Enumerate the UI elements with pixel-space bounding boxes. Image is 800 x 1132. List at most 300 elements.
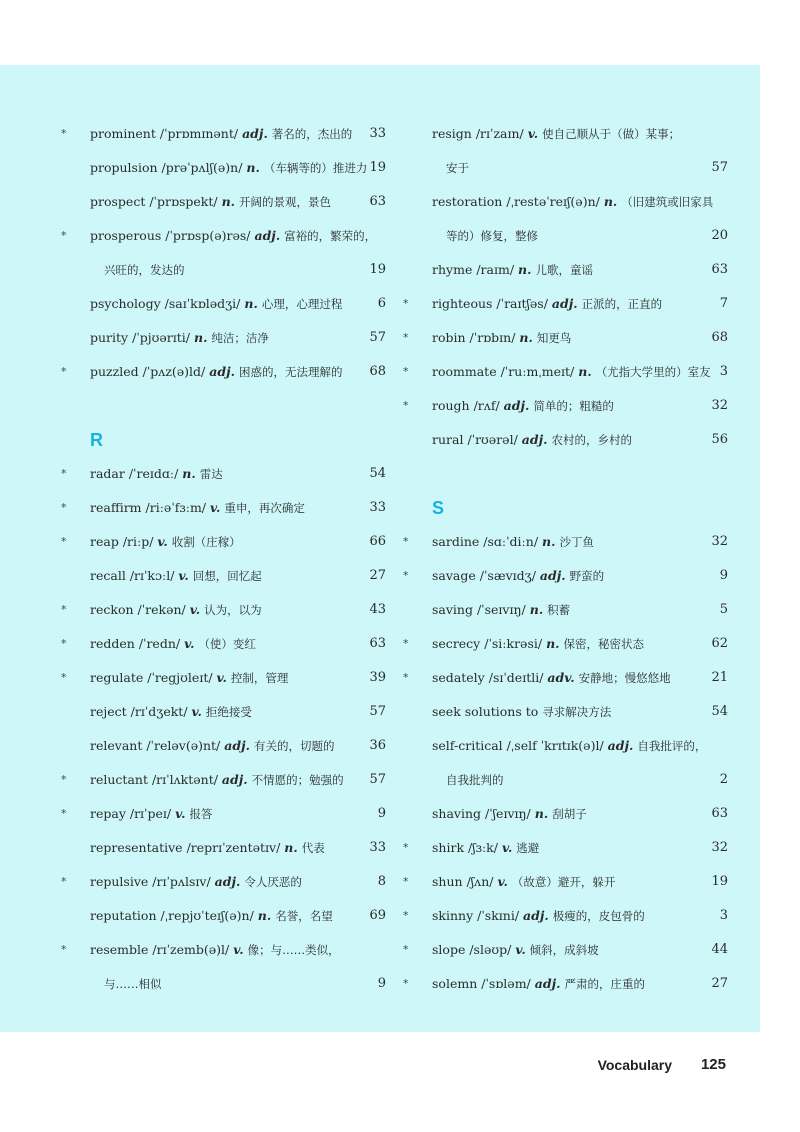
chinese-meaning: 雷达 (199, 467, 223, 481)
pronunciation: /ˈregjʊleɪt/ (147, 670, 213, 685)
vocab-entry (61, 491, 386, 525)
entry-text (432, 262, 593, 277)
chinese-meaning: 等的）修复，整修 (446, 229, 538, 243)
pronunciation: /ˈskɪni/ (477, 908, 520, 923)
pronunciation: /sɑːˈdiːn/ (483, 534, 539, 549)
headword: shun (432, 874, 463, 889)
page-ref: 57 (369, 772, 386, 787)
part-of-speech: v. (178, 568, 189, 583)
vocab-entry (403, 355, 728, 389)
part-of-speech: adj. (254, 228, 281, 243)
chinese-meaning: 简单的；粗糙的 (533, 399, 614, 413)
chinese-meaning: 像；与……类似， (247, 943, 340, 957)
entry-text (90, 908, 333, 923)
part-of-speech: v. (233, 942, 244, 957)
pronunciation: /ˌrepjʊˈteɪʃ(ə)n/ (160, 908, 254, 923)
chinese-meaning: 著名的，杰出的 (271, 127, 353, 141)
vocab-entry (416, 185, 728, 219)
vocab-entry (403, 933, 728, 967)
entry-text (446, 228, 538, 243)
headword: roommate (432, 364, 497, 379)
pronunciation: /rɪˈdʒekt/ (130, 704, 188, 719)
left-column (61, 117, 386, 1001)
spacer (416, 457, 728, 491)
pronunciation: /ˈʃeɪvɪŋ/ (485, 806, 531, 821)
entry-text (446, 160, 469, 175)
headword: righteous (432, 296, 493, 311)
entry-text (90, 670, 288, 685)
section-heading: R (90, 430, 103, 450)
page-ref: 6 (377, 296, 386, 311)
vocab-entry (403, 899, 728, 933)
entry-text (90, 466, 223, 481)
part-of-speech: n. (244, 296, 258, 311)
pronunciation: /ˈreɪdɑː/ (128, 466, 179, 481)
pronunciation: /rɪˈpʌlsɪv/ (152, 874, 211, 889)
pronunciation: /ˈsævɪdʒ/ (479, 568, 536, 583)
chinese-meaning: 拒绝接受 (205, 705, 252, 719)
page-ref: 32 (711, 534, 728, 549)
part-of-speech: n. (519, 330, 533, 345)
entry-text (90, 806, 212, 821)
page-ref: 66 (369, 534, 386, 549)
vocab-entry (403, 559, 728, 593)
part-of-speech: v. (515, 942, 526, 957)
pronunciation: /ˈraɪtʃəs/ (496, 296, 548, 311)
entry-text (432, 704, 611, 719)
headword: radar (90, 466, 125, 481)
star-icon: * (61, 773, 67, 786)
chinese-meaning: 安于 (446, 161, 469, 175)
chinese-meaning: 沙丁鱼 (559, 535, 594, 549)
chinese-meaning: 刮胡子 (552, 807, 587, 821)
vocab-entry (403, 321, 728, 355)
headword: repulsive (90, 874, 149, 889)
pronunciation: /rɪˈkɔːl/ (129, 568, 175, 583)
entry-text (90, 874, 302, 889)
part-of-speech: n. (221, 194, 236, 209)
vocab-entry (61, 933, 386, 967)
star-icon: * (403, 331, 409, 344)
pronunciation: /rɪˈlʌktənt/ (151, 772, 218, 787)
spacer (74, 389, 386, 423)
star-icon: * (403, 875, 409, 888)
vocab-entry (403, 525, 728, 559)
pronunciation: /ˈprɒsp(ə)rəs/ (165, 228, 251, 243)
chinese-meaning: 野蛮的 (569, 569, 605, 583)
vocab-entry (403, 661, 728, 695)
entry-text (90, 228, 376, 243)
part-of-speech: adj. (214, 874, 241, 889)
page-ref: 63 (711, 262, 728, 277)
part-of-speech: n. (578, 364, 592, 379)
vocab-entry (416, 695, 728, 729)
headword: reaffirm (90, 500, 142, 515)
page-ref: 2 (719, 772, 728, 787)
vocab-entry (61, 661, 386, 695)
pronunciation: /ˈpjʊərɪti/ (132, 330, 190, 345)
part-of-speech: v. (184, 636, 195, 651)
page-ref: 3 (719, 364, 728, 379)
page-ref: 19 (711, 874, 728, 889)
entry-text (90, 738, 334, 753)
part-of-speech: v. (497, 874, 508, 889)
page-ref: 36 (369, 738, 386, 753)
chinese-meaning: 使自己顺从于（做）某事； (542, 127, 681, 141)
headword: purity (90, 330, 129, 345)
pronunciation: /sɪˈdeɪtli/ (488, 670, 544, 685)
pronunciation: /sləʊp/ (469, 942, 512, 957)
headword: relevant (90, 738, 143, 753)
page-ref: 5 (719, 602, 728, 617)
pronunciation: /ˈrekən/ (137, 602, 186, 617)
star-icon: * (403, 841, 409, 854)
entry-text (90, 500, 305, 515)
chinese-meaning: 自我批判的 (446, 773, 504, 787)
vocab-entry (61, 525, 386, 559)
page-ref: 56 (711, 432, 728, 447)
page-ref: 9 (719, 568, 728, 583)
chinese-meaning: 与……相似 (104, 977, 162, 991)
page-ref: 27 (369, 568, 386, 583)
pronunciation: /riːp/ (122, 534, 154, 549)
vocab-entry (74, 831, 386, 865)
part-of-speech: adj. (221, 772, 248, 787)
entry-text (432, 432, 632, 447)
entry-text (432, 636, 644, 651)
chinese-meaning: 知更鸟 (536, 331, 572, 345)
star-icon: * (403, 671, 409, 684)
headword: prosperous (90, 228, 162, 243)
page-ref: 57 (711, 160, 728, 175)
page-ref: 21 (711, 670, 728, 685)
headword: shaving (432, 806, 482, 821)
page-ref: 20 (711, 228, 728, 243)
part-of-speech: n. (546, 636, 560, 651)
pronunciation: /ˈrɒbɪn/ (469, 330, 516, 345)
part-of-speech: n. (246, 160, 260, 175)
part-of-speech: adj. (224, 738, 250, 753)
entry-text (432, 534, 594, 549)
pronunciation: /riːəˈfɜːm/ (145, 500, 207, 515)
star-icon: * (61, 637, 67, 650)
vocab-entry (403, 967, 728, 1001)
pronunciation: /ˈpʌz(ə)ld/ (142, 364, 206, 379)
vocab-entry (74, 185, 386, 219)
entry-text (90, 942, 340, 957)
headword: reputation (90, 908, 157, 923)
page-ref: 33 (369, 500, 386, 515)
pronunciation: /saɪˈkɒlədʒi/ (164, 296, 241, 311)
entry-continuation (416, 219, 728, 253)
headword: reap (90, 534, 119, 549)
headword: redden (90, 636, 135, 651)
entry-text (432, 568, 604, 583)
entry-text (90, 568, 262, 583)
part-of-speech: v. (175, 806, 186, 821)
chinese-meaning: 儿歌，童谣 (535, 263, 593, 277)
entry-text (432, 840, 539, 855)
entry-text (90, 160, 367, 175)
chinese-meaning: 严肃的，庄重的 (564, 977, 645, 991)
headword: prospect (90, 194, 146, 209)
entry-text (432, 806, 587, 821)
chinese-meaning: 兴旺的，发达的 (104, 263, 185, 277)
part-of-speech: v. (527, 126, 539, 141)
part-of-speech: adj. (523, 908, 549, 923)
chinese-meaning: 寻求解决方法 (542, 705, 612, 719)
chinese-meaning: 认为，以为 (204, 603, 262, 617)
chinese-meaning: 收割（庄稼） (171, 535, 241, 549)
pronunciation: /rɪˈzaɪn/ (475, 126, 524, 141)
entry-text (432, 194, 713, 209)
chinese-meaning: 农村的，乡村的 (551, 433, 632, 447)
star-icon: * (403, 297, 409, 310)
vocab-entry (416, 729, 728, 763)
page-ref: 8 (377, 874, 386, 889)
chinese-meaning: 不情愿的；勉强的 (251, 773, 344, 787)
headword: puzzled (90, 364, 139, 379)
part-of-speech: adj. (209, 364, 235, 379)
page-ref: 63 (711, 806, 728, 821)
star-icon: * (403, 569, 409, 582)
vocab-entry (403, 389, 728, 423)
headword: rough (432, 398, 470, 413)
vocab-entry (416, 423, 728, 457)
headword: seek solutions to (432, 704, 539, 719)
page-ref: 63 (369, 636, 386, 651)
page-ref: 69 (369, 908, 386, 923)
page-footer (0, 1052, 800, 1078)
pronunciation: /ˌself ˈkrɪtɪk(ə)l/ (506, 738, 604, 753)
pronunciation: /ˌrestəˈreɪʃ(ə)n/ (506, 194, 600, 209)
entry-text (432, 874, 615, 889)
entry-text (90, 636, 256, 651)
vocab-entry (74, 287, 386, 321)
chinese-meaning: 名誉，名望 (275, 909, 333, 923)
part-of-speech: adj. (539, 568, 566, 583)
entry-text (432, 398, 614, 413)
vocab-entry (74, 151, 386, 185)
star-icon: * (61, 127, 67, 140)
entry-text (432, 602, 570, 617)
part-of-speech: n. (529, 602, 544, 617)
page-ref: 44 (711, 942, 728, 957)
chinese-meaning: 正派的，正直的 (581, 297, 663, 311)
chinese-meaning: 代表 (301, 841, 325, 855)
entry-text (90, 364, 342, 379)
entry-text (90, 602, 262, 617)
star-icon: * (61, 535, 67, 548)
entry-text (432, 296, 662, 311)
headword: sedately (432, 670, 485, 685)
headword: restoration (432, 194, 503, 209)
entry-text (90, 330, 269, 345)
vocab-entry (61, 865, 386, 899)
page-ref: 9 (377, 976, 386, 991)
chinese-meaning: （故意）避开，躲开 (511, 875, 616, 889)
chinese-meaning: 逃避 (516, 841, 540, 855)
page-ref: 7 (719, 296, 728, 311)
entry-text (90, 840, 325, 855)
chinese-meaning: 报答 (189, 807, 213, 821)
page-ref: 54 (711, 704, 728, 719)
pronunciation: /ˈprɒmɪnənt/ (159, 126, 239, 141)
page-ref: 68 (711, 330, 728, 345)
chinese-meaning: 富裕的，繁荣的， (284, 229, 377, 243)
headword: reluctant (90, 772, 148, 787)
chinese-meaning: 令人厌恶的 (244, 875, 302, 889)
chinese-meaning: （尤指大学里的）室友 (595, 365, 711, 379)
chinese-meaning: 极瘦的，皮包骨的 (552, 909, 645, 923)
part-of-speech: n. (193, 330, 208, 345)
vocab-entry (74, 559, 386, 593)
vocab-entry (403, 831, 728, 865)
part-of-speech: adj. (503, 398, 530, 413)
headword: resign (432, 126, 472, 141)
pronunciation: /prəˈpʌlʃ(ə)n/ (161, 160, 243, 175)
entry-continuation (416, 151, 728, 185)
page-ref: 57 (369, 704, 386, 719)
pronunciation: /ˈsɒləm/ (481, 976, 531, 991)
part-of-speech: n. (534, 806, 549, 821)
headword: shirk (432, 840, 465, 855)
pronunciation: /rɪˈzemb(ə)l/ (152, 942, 230, 957)
part-of-speech: v. (501, 840, 513, 855)
star-icon: * (61, 501, 67, 514)
chinese-meaning: 回想，回忆起 (192, 569, 262, 583)
entry-text (446, 772, 504, 787)
part-of-speech: adj. (521, 432, 548, 447)
pronunciation: /raɪm/ (476, 262, 515, 277)
headword: savage (432, 568, 476, 583)
chinese-meaning: 开阔的景观，景色 (239, 195, 331, 209)
entry-text (90, 126, 352, 141)
footer-label: Vocabulary (597, 1057, 672, 1073)
pronunciation: /ˈruːmˌmeɪt/ (500, 364, 575, 379)
vocab-entry (416, 797, 728, 831)
entry-continuation (74, 967, 386, 1001)
star-icon: * (61, 875, 67, 888)
headword: saving (432, 602, 473, 617)
entry-text (90, 534, 241, 549)
vocab-entry (403, 865, 728, 899)
chinese-meaning: 安静地；慢悠悠地 (578, 671, 671, 685)
chinese-meaning: 重申，再次确定 (224, 501, 305, 515)
headword: skinny (432, 908, 474, 923)
entry-text (104, 976, 162, 991)
headword: psychology (90, 296, 161, 311)
part-of-speech: n. (603, 194, 618, 209)
vocab-entry (74, 695, 386, 729)
vocab-entry (403, 627, 728, 661)
star-icon: * (403, 399, 409, 412)
part-of-speech: v. (210, 500, 221, 515)
page-ref: 63 (369, 194, 386, 209)
right-column (403, 117, 728, 1001)
star-icon: * (403, 943, 409, 956)
section-heading: S (432, 498, 445, 518)
vocab-entry (61, 117, 386, 151)
star-icon: * (61, 365, 67, 378)
page-ref: 9 (377, 806, 386, 821)
pronunciation: /reprɪˈzentətɪv/ (186, 840, 281, 855)
star-icon: * (403, 365, 409, 378)
pronunciation: /rʌf/ (473, 398, 500, 413)
page-ref: 33 (369, 840, 386, 855)
headword: sardine (432, 534, 480, 549)
chinese-meaning: （车辆等的）推进力 (263, 161, 368, 175)
entry-text (90, 296, 342, 311)
part-of-speech: v. (189, 602, 201, 617)
chinese-meaning: （旧建筑或旧家具 (621, 195, 714, 209)
headword: reckon (90, 602, 134, 617)
pronunciation: /rɪˈpeɪ/ (129, 806, 172, 821)
entry-text (432, 976, 645, 991)
headword: resemble (90, 942, 149, 957)
vocab-entry (416, 117, 728, 151)
vocab-entry (416, 253, 728, 287)
page-ref: 39 (369, 670, 386, 685)
vocab-entry (61, 219, 386, 253)
page-ref: 33 (369, 126, 386, 141)
vocab-entry (61, 797, 386, 831)
page-ref: 19 (369, 160, 386, 175)
vocab-entry (61, 763, 386, 797)
part-of-speech: n. (182, 466, 196, 481)
headword: secrecy (432, 636, 481, 651)
headword: representative (90, 840, 183, 855)
pronunciation: /ˈredn/ (138, 636, 181, 651)
star-icon: * (61, 671, 67, 684)
headword: rhyme (432, 262, 473, 277)
part-of-speech: adj. (607, 738, 634, 753)
entry-text (90, 772, 344, 787)
chinese-meaning: 保密，秘密状态 (563, 637, 644, 651)
chinese-meaning: 困惑的，无法理解的 (238, 365, 343, 379)
star-icon: * (61, 467, 67, 480)
entry-text (90, 704, 252, 719)
page-ref: 27 (711, 976, 728, 991)
vocab-entry (61, 355, 386, 389)
entry-text (90, 194, 331, 209)
page-ref: 32 (711, 840, 728, 855)
star-icon: * (403, 977, 409, 990)
vocab-entry (61, 593, 386, 627)
headword: regulate (90, 670, 144, 685)
page-ref: 57 (369, 330, 386, 345)
part-of-speech: n. (542, 534, 556, 549)
vocab-entry (61, 627, 386, 661)
vocab-entry (61, 457, 386, 491)
headword: self-critical (432, 738, 503, 753)
page-ref: 3 (719, 908, 728, 923)
vocab-entry (416, 593, 728, 627)
part-of-speech: n. (257, 908, 272, 923)
page-ref: 32 (711, 398, 728, 413)
pronunciation: /ˈsiːkrəsi/ (484, 636, 543, 651)
entry-text (432, 364, 711, 379)
part-of-speech: n. (518, 262, 532, 277)
star-icon: * (61, 229, 67, 242)
star-icon: * (61, 807, 67, 820)
pronunciation: /ˈreləv(ə)nt/ (146, 738, 221, 753)
vocab-entry (74, 729, 386, 763)
chinese-meaning: （使）变红 (198, 637, 256, 651)
part-of-speech: v. (191, 704, 202, 719)
pronunciation: /ʃɜːk/ (468, 840, 498, 855)
page-ref: 54 (369, 466, 386, 481)
